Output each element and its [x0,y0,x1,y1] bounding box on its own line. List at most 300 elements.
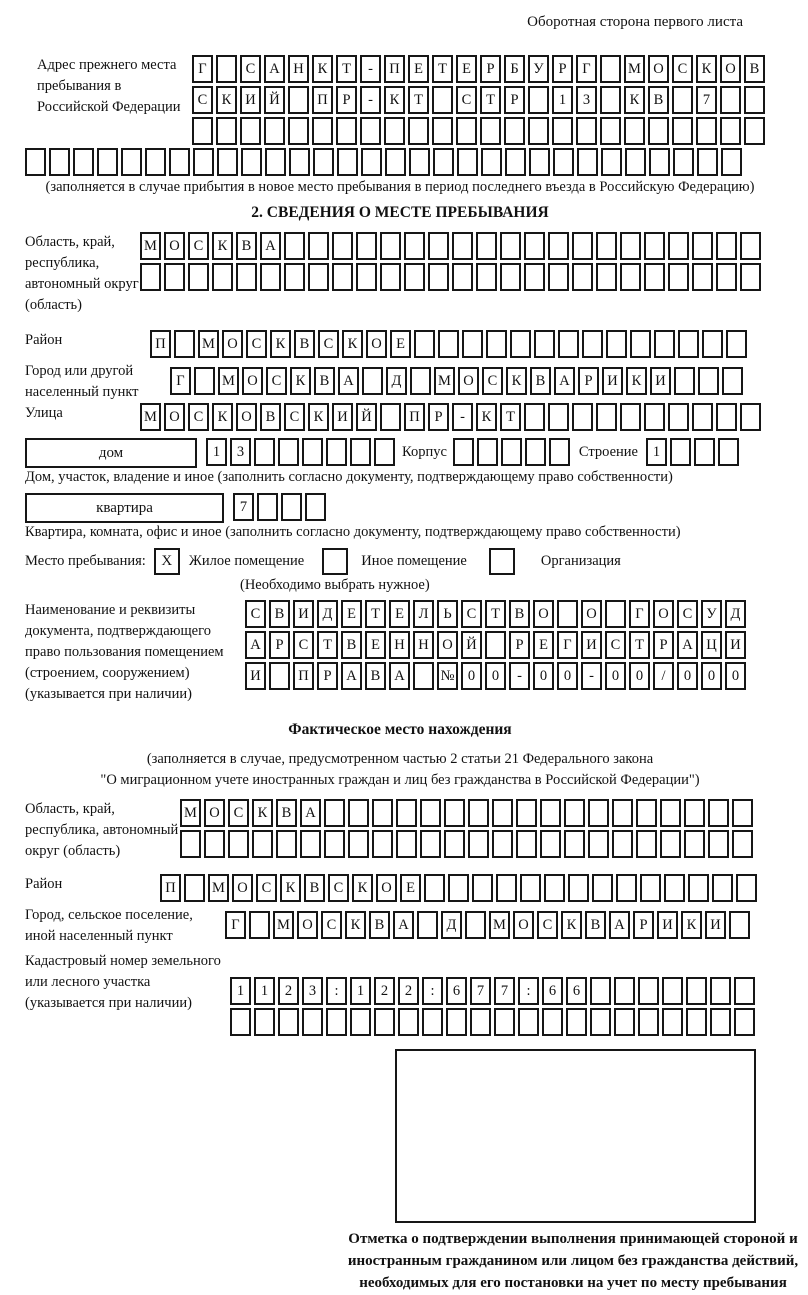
char-cell[interactable] [708,799,729,827]
char-cell[interactable] [678,330,699,358]
char-cell[interactable]: 0 [557,662,578,690]
char-cell[interactable]: О [242,367,263,395]
char-cell[interactable] [485,631,506,659]
char-cell[interactable] [576,117,597,145]
char-cell[interactable]: Т [336,55,357,83]
char-cell[interactable] [558,330,579,358]
char-cell[interactable] [264,117,285,145]
char-cell[interactable]: Ц [701,631,722,659]
char-cell[interactable] [601,148,622,176]
char-cell[interactable] [697,148,718,176]
char-cell[interactable] [524,403,545,431]
char-cell[interactable]: 6 [542,977,563,1005]
char-cell[interactable] [600,117,621,145]
char-cell[interactable]: В [530,367,551,395]
char-cell[interactable]: С [482,367,503,395]
char-cell[interactable] [410,367,431,395]
char-cell[interactable] [592,874,613,902]
char-cell[interactable] [348,799,369,827]
char-cell[interactable]: К [216,86,237,114]
char-cell[interactable]: В [744,55,765,83]
char-cell[interactable]: И [332,403,353,431]
char-cell[interactable] [732,830,753,858]
char-cell[interactable] [744,117,765,145]
char-cell[interactable]: О [653,600,674,628]
char-cell[interactable] [528,117,549,145]
char-cell[interactable] [596,403,617,431]
char-cell[interactable] [413,662,434,690]
char-cell[interactable] [529,148,550,176]
char-cell[interactable] [265,148,286,176]
char-cell[interactable] [734,977,755,1005]
stay-type-checkbox-other-premises[interactable] [322,548,348,575]
char-cell[interactable]: С [328,874,349,902]
char-cell[interactable]: О [236,403,257,431]
char-cell[interactable] [241,148,262,176]
char-cell[interactable]: О [458,367,479,395]
char-cell[interactable] [409,148,430,176]
char-cell[interactable] [332,263,353,291]
char-cell[interactable]: К [384,86,405,114]
char-cell[interactable]: 0 [629,662,650,690]
char-cell[interactable] [468,799,489,827]
char-cell[interactable] [670,438,691,466]
char-cell[interactable] [121,148,142,176]
char-cell[interactable] [549,438,570,466]
char-cell[interactable]: О [720,55,741,83]
char-cell[interactable] [452,232,473,260]
char-cell[interactable]: В [341,631,362,659]
char-cell[interactable]: С [605,631,626,659]
char-cell[interactable] [486,330,507,358]
char-cell[interactable] [612,799,633,827]
char-cell[interactable]: В [236,232,257,260]
char-cell[interactable] [465,911,486,939]
char-cell[interactable]: К [506,367,527,395]
char-cell[interactable]: В [269,600,290,628]
char-cell[interactable] [477,438,498,466]
char-cell[interactable]: Д [317,600,338,628]
char-cell[interactable] [649,148,670,176]
char-cell[interactable]: Г [629,600,650,628]
char-cell[interactable] [249,911,270,939]
char-cell[interactable]: - [509,662,530,690]
char-cell[interactable]: К [624,86,645,114]
char-cell[interactable]: К [681,911,702,939]
char-cell[interactable]: С [266,367,287,395]
char-cell[interactable] [281,493,302,521]
char-cell[interactable] [496,874,517,902]
char-cell[interactable]: 0 [725,662,746,690]
char-cell[interactable] [614,1008,635,1036]
char-cell[interactable]: А [341,662,362,690]
char-cell[interactable]: С [461,600,482,628]
char-cell[interactable]: У [528,55,549,83]
char-cell[interactable]: К [561,911,582,939]
char-cell[interactable]: М [140,403,161,431]
char-cell[interactable] [217,148,238,176]
char-cell[interactable] [164,263,185,291]
char-cell[interactable]: С [284,403,305,431]
char-cell[interactable]: И [657,911,678,939]
char-cell[interactable]: К [280,874,301,902]
char-cell[interactable] [702,330,723,358]
char-cell[interactable]: М [624,55,645,83]
char-cell[interactable] [734,1008,755,1036]
char-cell[interactable] [302,438,323,466]
char-cell[interactable] [694,438,715,466]
char-cell[interactable]: 1 [206,438,227,466]
char-cell[interactable]: Р [269,631,290,659]
char-cell[interactable]: - [360,86,381,114]
char-cell[interactable]: С [240,55,261,83]
char-cell[interactable] [686,1008,707,1036]
char-cell[interactable] [312,117,333,145]
char-cell[interactable] [444,830,465,858]
char-cell[interactable] [736,874,757,902]
char-cell[interactable] [396,830,417,858]
char-cell[interactable]: В [365,662,386,690]
char-cell[interactable] [729,911,750,939]
char-cell[interactable] [674,367,695,395]
char-cell[interactable]: П [404,403,425,431]
char-cell[interactable]: И [602,367,623,395]
char-cell[interactable] [428,263,449,291]
char-cell[interactable]: О [222,330,243,358]
char-cell[interactable]: М [180,799,201,827]
char-cell[interactable] [710,977,731,1005]
char-cell[interactable]: - [452,403,473,431]
char-cell[interactable]: Д [441,911,462,939]
char-cell[interactable]: П [150,330,171,358]
char-cell[interactable]: Е [400,874,421,902]
char-cell[interactable]: С [537,911,558,939]
char-cell[interactable] [654,330,675,358]
char-cell[interactable] [505,148,526,176]
char-cell[interactable] [722,367,743,395]
char-cell[interactable]: С [321,911,342,939]
char-cell[interactable]: К [345,911,366,939]
char-cell[interactable]: М [489,911,510,939]
char-cell[interactable] [260,263,281,291]
char-cell[interactable] [553,148,574,176]
char-cell[interactable] [668,232,689,260]
char-cell[interactable] [672,117,693,145]
char-cell[interactable] [480,117,501,145]
char-cell[interactable]: : [326,977,347,1005]
char-cell[interactable] [740,263,761,291]
char-cell[interactable] [428,232,449,260]
char-cell[interactable]: Ь [437,600,458,628]
char-cell[interactable]: К [626,367,647,395]
char-cell[interactable]: С [677,600,698,628]
char-cell[interactable] [385,148,406,176]
char-cell[interactable] [644,263,665,291]
char-cell[interactable]: 7 [494,977,515,1005]
char-cell[interactable]: 3 [576,86,597,114]
char-cell[interactable]: П [384,55,405,83]
char-cell[interactable]: С [256,874,277,902]
char-cell[interactable] [324,830,345,858]
char-cell[interactable] [337,148,358,176]
char-cell[interactable]: Р [552,55,573,83]
char-cell[interactable]: Е [533,631,554,659]
char-cell[interactable]: : [422,977,443,1005]
char-cell[interactable] [712,874,733,902]
char-cell[interactable] [616,874,637,902]
char-cell[interactable] [492,830,513,858]
char-cell[interactable]: Н [389,631,410,659]
char-cell[interactable] [516,799,537,827]
char-cell[interactable] [276,830,297,858]
char-cell[interactable]: Е [341,600,362,628]
char-cell[interactable] [457,148,478,176]
char-cell[interactable] [448,874,469,902]
char-cell[interactable]: : [518,977,539,1005]
char-cell[interactable]: А [393,911,414,939]
char-cell[interactable] [252,830,273,858]
char-cell[interactable] [668,263,689,291]
char-cell[interactable]: А [260,232,281,260]
char-cell[interactable] [432,86,453,114]
char-cell[interactable] [500,232,521,260]
char-cell[interactable] [544,874,565,902]
char-cell[interactable] [568,874,589,902]
char-cell[interactable] [336,117,357,145]
char-cell[interactable] [257,493,278,521]
char-cell[interactable] [620,232,641,260]
char-cell[interactable] [492,799,513,827]
char-cell[interactable]: 2 [278,977,299,1005]
char-cell[interactable] [444,799,465,827]
char-cell[interactable]: И [650,367,671,395]
char-cell[interactable] [188,263,209,291]
char-cell[interactable] [398,1008,419,1036]
char-cell[interactable] [624,117,645,145]
char-cell[interactable]: П [312,86,333,114]
char-cell[interactable] [476,232,497,260]
char-cell[interactable] [192,117,213,145]
char-cell[interactable] [404,263,425,291]
char-cell[interactable]: В [276,799,297,827]
char-cell[interactable] [438,330,459,358]
char-cell[interactable] [462,330,483,358]
char-cell[interactable]: С [456,86,477,114]
char-cell[interactable]: И [725,631,746,659]
char-cell[interactable] [204,830,225,858]
char-cell[interactable] [548,263,569,291]
char-cell[interactable] [374,438,395,466]
char-cell[interactable] [456,117,477,145]
char-cell[interactable] [308,263,329,291]
char-cell[interactable] [49,148,70,176]
stay-type-checkbox-organization[interactable] [489,548,515,575]
char-cell[interactable] [698,367,719,395]
char-cell[interactable]: Г [225,911,246,939]
char-cell[interactable] [600,86,621,114]
char-cell[interactable]: С [245,600,266,628]
char-cell[interactable]: № [437,662,458,690]
char-cell[interactable]: Р [578,367,599,395]
char-cell[interactable] [548,232,569,260]
char-cell[interactable] [408,117,429,145]
char-cell[interactable] [692,403,713,431]
char-cell[interactable]: Т [408,86,429,114]
char-cell[interactable]: К [308,403,329,431]
char-cell[interactable]: Р [509,631,530,659]
char-cell[interactable] [300,830,321,858]
char-cell[interactable] [740,232,761,260]
char-cell[interactable]: К [212,403,233,431]
char-cell[interactable] [326,438,347,466]
char-cell[interactable] [524,263,545,291]
char-cell[interactable] [424,874,445,902]
char-cell[interactable] [572,263,593,291]
char-cell[interactable] [404,232,425,260]
char-cell[interactable]: - [360,55,381,83]
char-cell[interactable]: Т [500,403,521,431]
char-cell[interactable]: 0 [701,662,722,690]
char-cell[interactable] [313,148,334,176]
char-cell[interactable] [600,55,621,83]
char-cell[interactable]: С [188,403,209,431]
char-cell[interactable] [494,1008,515,1036]
char-cell[interactable]: О [232,874,253,902]
char-cell[interactable] [528,86,549,114]
char-cell[interactable]: Т [317,631,338,659]
char-cell[interactable] [718,438,739,466]
char-cell[interactable] [305,493,326,521]
char-cell[interactable] [470,1008,491,1036]
char-cell[interactable] [672,86,693,114]
char-cell[interactable] [684,799,705,827]
char-cell[interactable]: 0 [485,662,506,690]
char-cell[interactable] [472,874,493,902]
char-cell[interactable] [620,263,641,291]
char-cell[interactable] [453,438,474,466]
char-cell[interactable] [308,232,329,260]
char-cell[interactable] [540,799,561,827]
char-cell[interactable] [372,830,393,858]
char-cell[interactable] [414,330,435,358]
char-cell[interactable] [230,1008,251,1036]
char-cell[interactable]: С [318,330,339,358]
char-cell[interactable] [644,403,665,431]
char-cell[interactable] [572,232,593,260]
char-cell[interactable]: М [208,874,229,902]
char-cell[interactable]: У [701,600,722,628]
char-cell[interactable] [324,799,345,827]
char-cell[interactable] [510,330,531,358]
char-cell[interactable] [590,977,611,1005]
char-cell[interactable]: Л [413,600,434,628]
char-cell[interactable] [525,438,546,466]
char-cell[interactable] [422,1008,443,1036]
char-cell[interactable] [362,367,383,395]
char-cell[interactable]: С [188,232,209,260]
char-cell[interactable] [684,830,705,858]
char-cell[interactable]: 0 [677,662,698,690]
char-cell[interactable] [686,977,707,1005]
char-cell[interactable] [688,874,709,902]
char-cell[interactable]: Г [170,367,191,395]
char-cell[interactable]: О [437,631,458,659]
char-cell[interactable] [194,367,215,395]
char-cell[interactable]: Е [365,631,386,659]
char-cell[interactable] [542,1008,563,1036]
char-cell[interactable]: П [293,662,314,690]
char-cell[interactable]: Д [386,367,407,395]
char-cell[interactable]: Р [633,911,654,939]
char-cell[interactable]: А [245,631,266,659]
char-cell[interactable]: С [246,330,267,358]
char-cell[interactable] [476,263,497,291]
char-cell[interactable]: К [352,874,373,902]
char-cell[interactable] [140,263,161,291]
char-cell[interactable] [236,263,257,291]
char-cell[interactable] [716,263,737,291]
char-cell[interactable]: М [198,330,219,358]
char-cell[interactable]: А [389,662,410,690]
char-cell[interactable]: М [434,367,455,395]
char-cell[interactable] [524,232,545,260]
char-cell[interactable] [228,830,249,858]
char-cell[interactable] [636,799,657,827]
char-cell[interactable]: В [260,403,281,431]
char-cell[interactable] [588,799,609,827]
char-cell[interactable]: 2 [374,977,395,1005]
char-cell[interactable]: Е [408,55,429,83]
char-cell[interactable] [605,600,626,628]
char-cell[interactable]: Р [480,55,501,83]
char-cell[interactable]: Р [317,662,338,690]
char-cell[interactable]: М [273,911,294,939]
char-cell[interactable]: 6 [566,977,587,1005]
char-cell[interactable]: Т [365,600,386,628]
char-cell[interactable] [326,1008,347,1036]
char-cell[interactable]: К [342,330,363,358]
char-cell[interactable] [716,403,737,431]
char-cell[interactable]: Т [629,631,650,659]
char-cell[interactable] [193,148,214,176]
char-cell[interactable]: Н [413,631,434,659]
char-cell[interactable] [726,330,747,358]
char-cell[interactable] [588,830,609,858]
char-cell[interactable] [25,148,46,176]
char-cell[interactable]: М [218,367,239,395]
char-cell[interactable] [732,799,753,827]
char-cell[interactable] [240,117,261,145]
char-cell[interactable]: 2 [398,977,419,1005]
char-cell[interactable] [582,330,603,358]
char-cell[interactable] [212,263,233,291]
char-cell[interactable] [420,830,441,858]
char-cell[interactable] [350,1008,371,1036]
char-cell[interactable]: Р [653,631,674,659]
char-cell[interactable] [638,977,659,1005]
char-cell[interactable]: К [290,367,311,395]
char-cell[interactable]: О [297,911,318,939]
char-cell[interactable]: 0 [605,662,626,690]
char-cell[interactable]: 1 [254,977,275,1005]
char-cell[interactable]: Т [432,55,453,83]
char-cell[interactable] [640,874,661,902]
char-cell[interactable]: И [245,662,266,690]
char-cell[interactable]: П [160,874,181,902]
char-cell[interactable] [630,330,651,358]
char-cell[interactable] [557,600,578,628]
char-cell[interactable] [721,148,742,176]
